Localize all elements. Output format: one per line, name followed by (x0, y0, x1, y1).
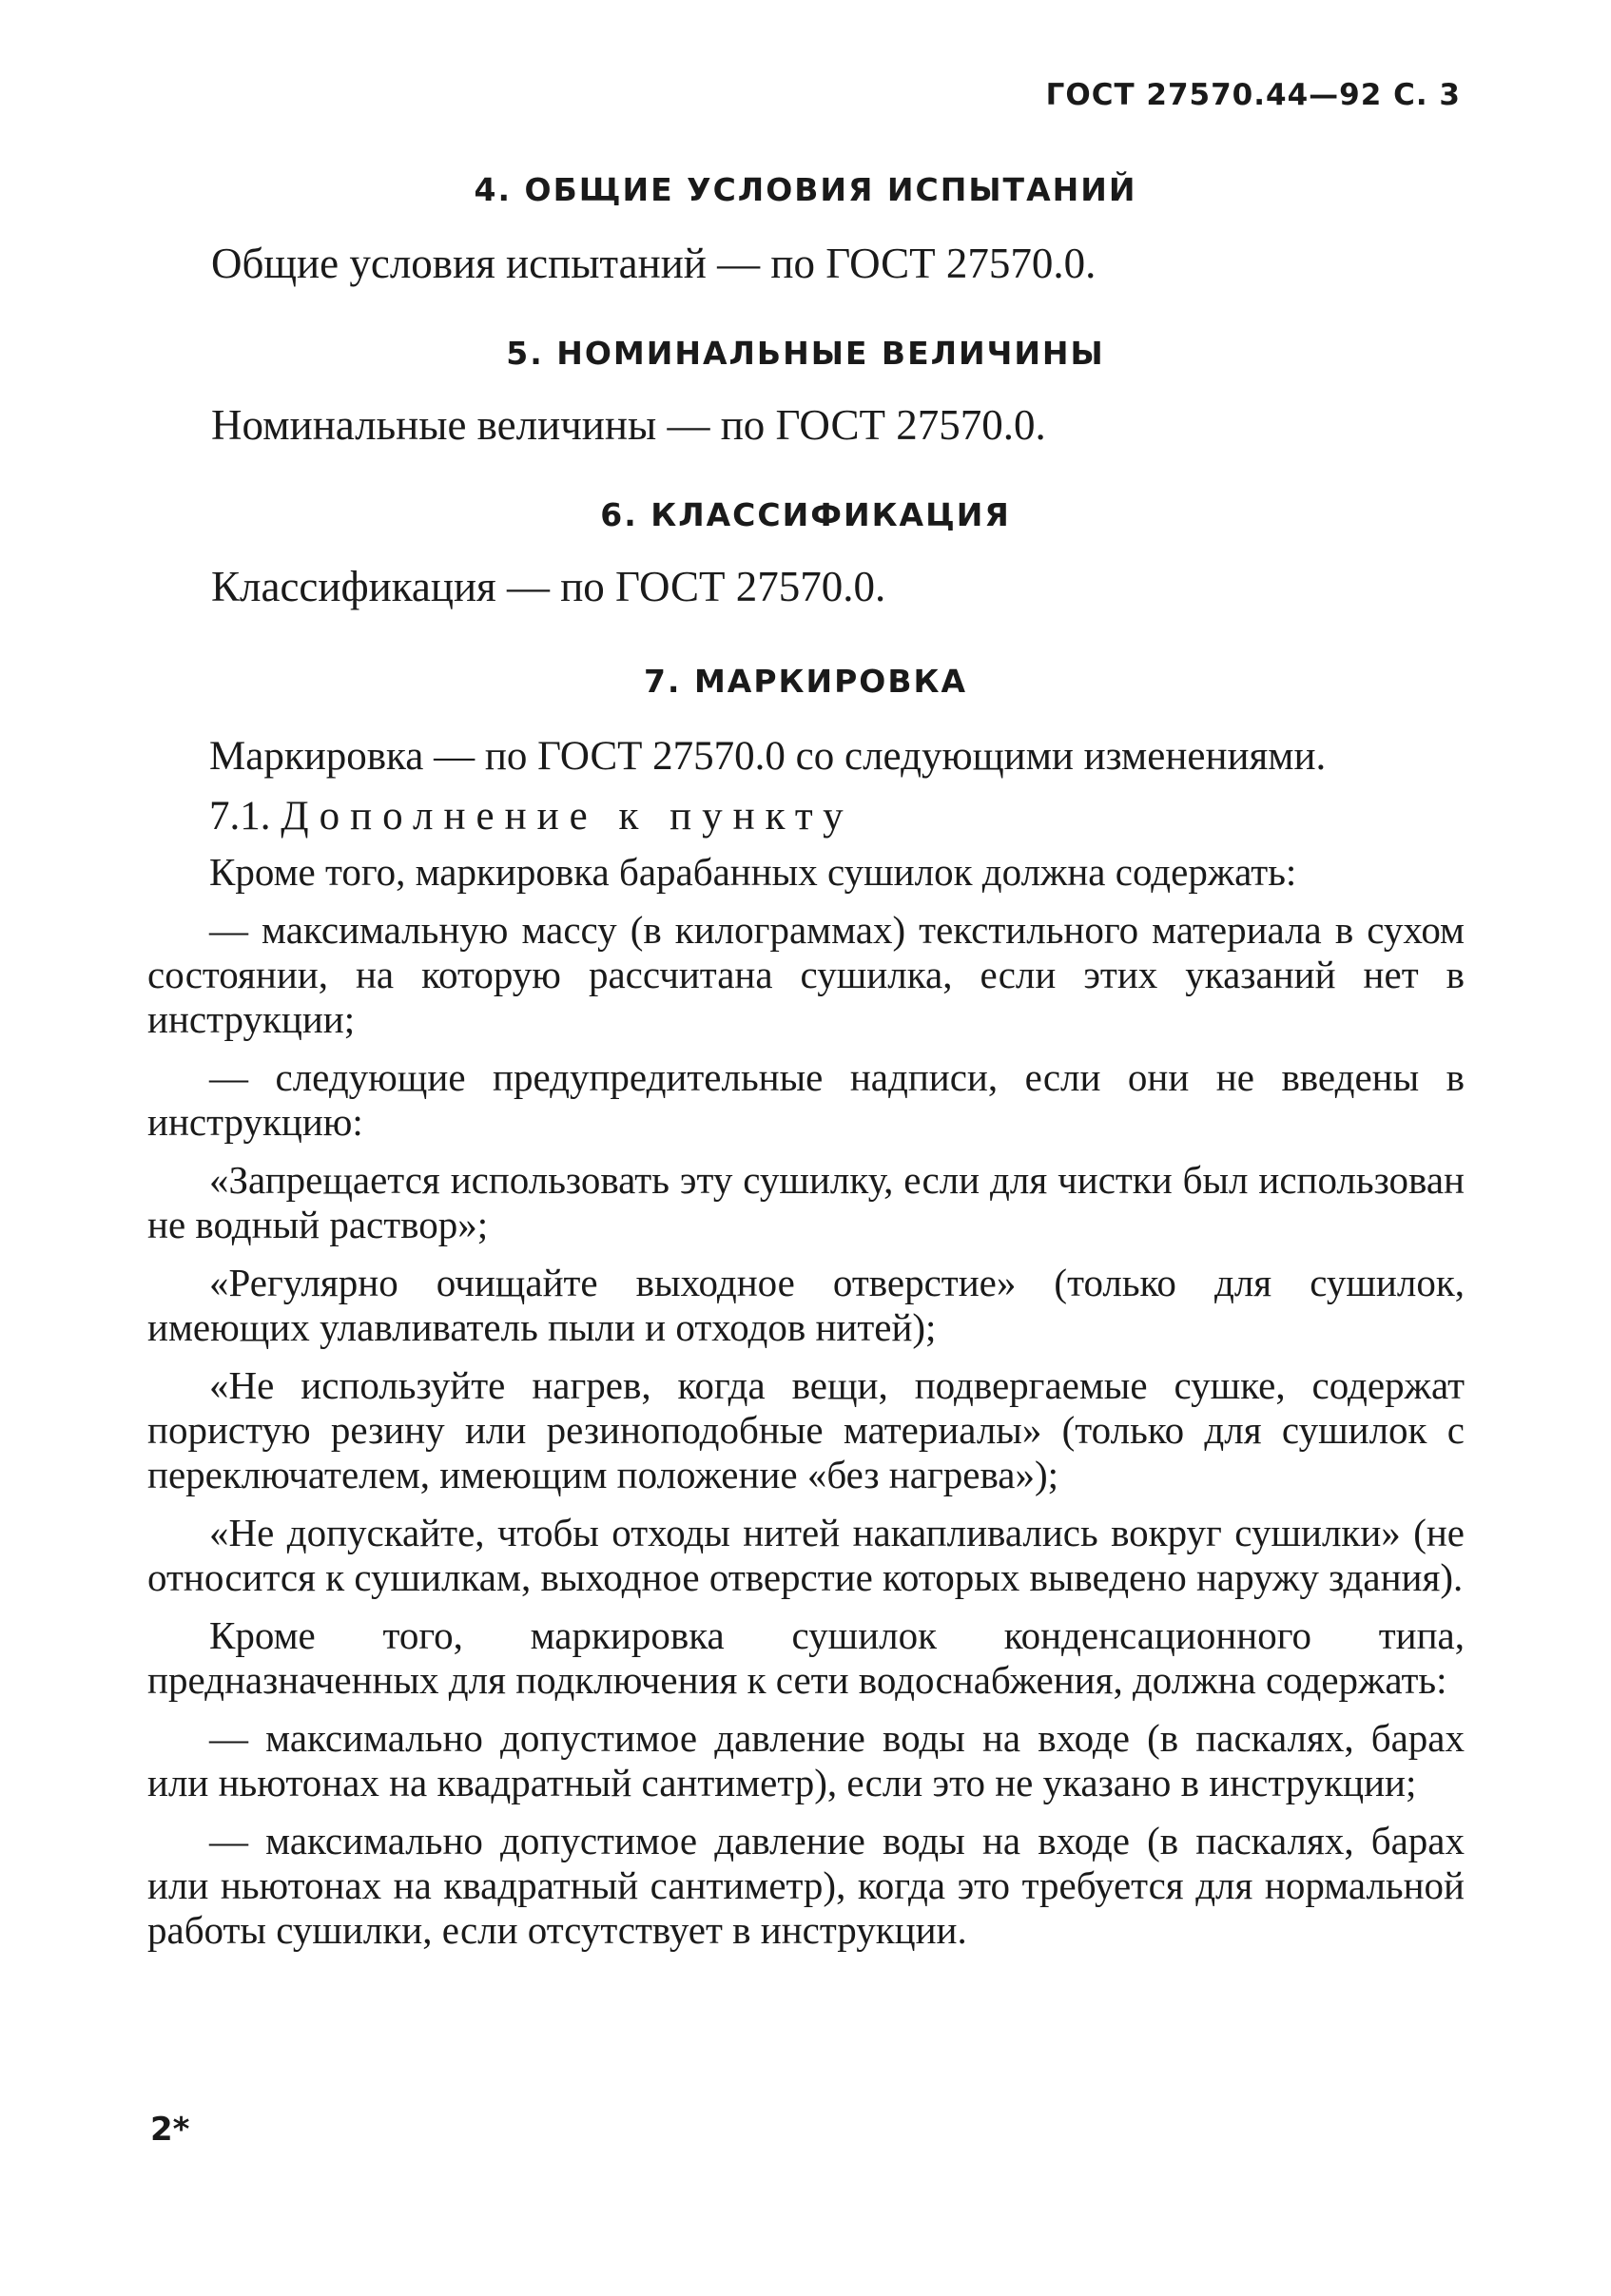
paragraph: «Регулярно очищайте выходное отверстие» (только для сушилок, имеющих улавливатель пыли и отходов нитей); (147, 1261, 1465, 1349)
clause-number: 7.1. (209, 794, 271, 839)
page-number: 2* (150, 2111, 190, 2149)
paragraph: «Запрещается использовать эту сушилку, если для чистки был использован не водный раствор»; (147, 1158, 1465, 1246)
paragraph: Кроме того, маркировка сушилок конденсационного типа, предназначенных для подключения к сети водоснабжения, должна содержать: (147, 1613, 1465, 1702)
section-5-heading: 5. НОМИНАЛЬНЫЕ ВЕЛИЧИНЫ (506, 335, 1105, 372)
section-7-body (147, 730, 1465, 1966)
page-header: ГОСТ 27570.44—92 С. 3 (1045, 78, 1461, 112)
clause-title: Дополнение к пункту (281, 794, 854, 839)
paragraph: «Не допускайте, чтобы отходы нитей накапливались вокруг сушилки» (не относится к сушилкам, выходное отверстие которых выведено наружу здания). (147, 1511, 1465, 1599)
section-4-heading: 4. ОБЩИЕ УСЛОВИЯ ИСПЫТАНИЙ (474, 171, 1137, 208)
paragraph: Кроме того, маркировка барабанных сушилок должна содержать: (209, 850, 1297, 894)
marking-intro: Маркировка — по ГОСТ 27570.0 со следующими изменениями. (209, 734, 1327, 779)
paragraph: «Не используйте нагрев, когда вещи, подвергаемые сушке, содержат пористую резину или резиноподобные материалы» (только для сушилок с переключателем, имеющим положение «без нагрева»); (147, 1363, 1465, 1496)
section-6-heading: 6. КЛАССИФИКАЦИЯ (600, 496, 1011, 533)
section-4-text: Общие условия испытаний — по ГОСТ 27570.0. (211, 240, 1097, 287)
paragraph: — следующие предупредительные надписи, если они не введены в инструкцию: (147, 1055, 1465, 1144)
section-5-text: Номинальные величины — по ГОСТ 27570.0. (211, 401, 1046, 449)
paragraph: — максимально допустимое давление воды на входе (в паскалях, барах или ньютонах на квадратный сантиметр), если это не указано в инструкции; (147, 1716, 1465, 1804)
section-7-heading: 7. МАРКИРОВКА (643, 663, 968, 700)
paragraph: — максимально допустимое давление воды на входе (в паскалях, барах или ньютонах на квадратный сантиметр), когда это требуется для нормальной работы сушилки, если отсутствует в инструкции. (147, 1819, 1465, 1952)
clause-7-1 (147, 790, 1465, 842)
section-6-text: Классификация — по ГОСТ 27570.0. (211, 563, 886, 610)
paragraph: — максимальную массу (в килограммах) текстильного материала в сухом состоянии, на которую рассчитана сушилка, если этих указаний нет в инструкции; (147, 908, 1465, 1041)
